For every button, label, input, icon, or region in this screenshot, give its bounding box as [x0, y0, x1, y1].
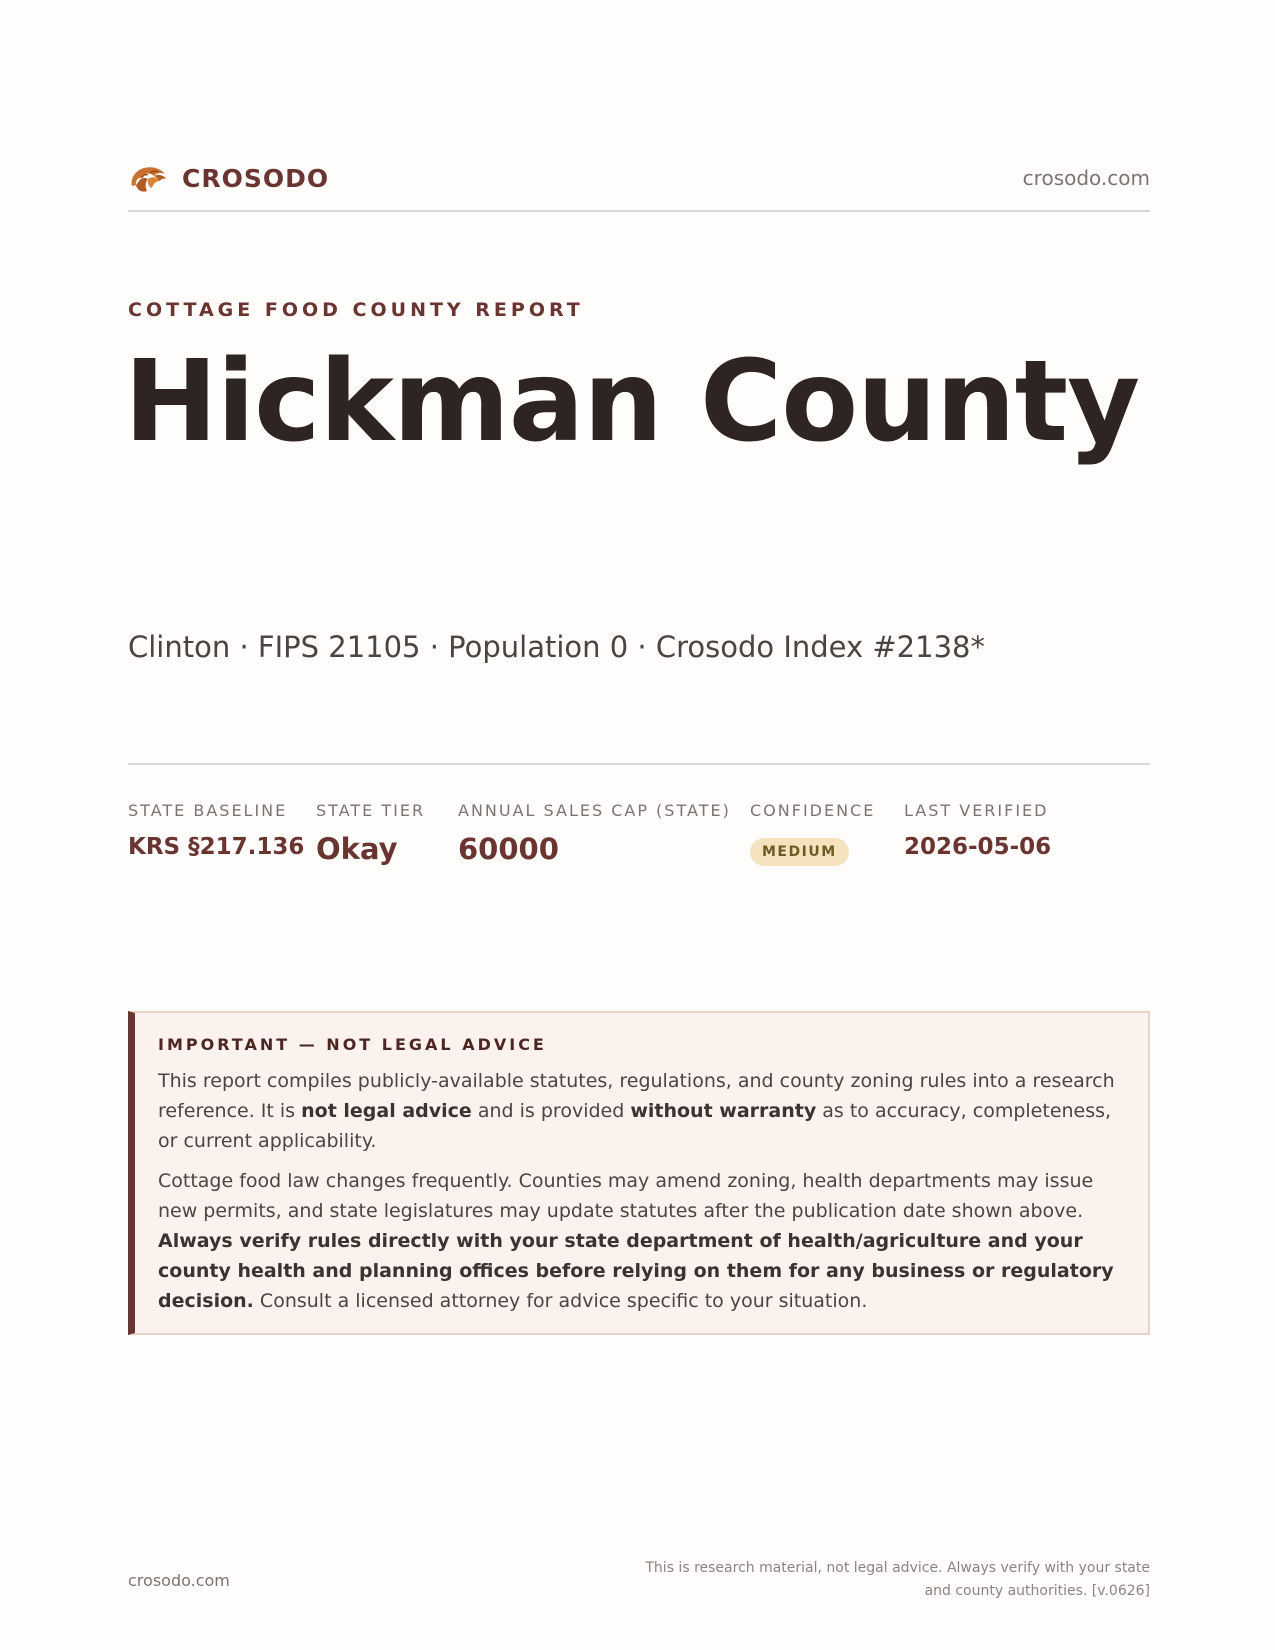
stat-label: LAST VERIFIED: [904, 801, 1049, 820]
footer-note-line-1: This is research material, not legal advice. Always verify with your state: [645, 1560, 1150, 1576]
brand[interactable]: [128, 160, 329, 196]
notice-text: Cottage food law changes frequently. Counties may amend zoning, health departments may issue new permits, and state legislatures may update statutes after the publication date shown above.: [158, 1170, 1094, 1222]
stat-value: KRS §217.136: [128, 834, 305, 860]
notice-paragraph-2: [158, 1166, 1122, 1316]
footer-site-url[interactable]: crosodo.com: [128, 1571, 230, 1590]
stat-value: 2026-05-06: [904, 834, 1052, 860]
notice-emphasis: not legal advice: [301, 1100, 472, 1122]
stat-last-verified: [904, 801, 1051, 860]
page-header: [128, 158, 1150, 212]
notice-text: Consult a licensed attorney for advice specific to your situation.: [253, 1290, 868, 1312]
stat-label: STATE TIER: [316, 801, 426, 820]
county-title: Hickman County: [124, 337, 1140, 467]
notice-emphasis: Always verify rules directly with your state department of health/agriculture and your county health and planning offices before relying on them for any business or regulatory decision.: [158, 1230, 1114, 1312]
header-site-url[interactable]: crosodo.com: [1022, 166, 1150, 190]
footer-disclaimer: [630, 1557, 1150, 1603]
stat-value: 60000: [458, 832, 559, 866]
stat-value: Okay: [316, 832, 398, 866]
croissant-icon: [128, 160, 168, 196]
stats-row: [128, 763, 1150, 883]
stat-confidence: [750, 801, 875, 866]
stat-label: STATE BASELINE: [128, 801, 288, 820]
brand-name: CROSODO: [182, 163, 330, 193]
notice-title: IMPORTANT — NOT LEGAL ADVICE: [158, 1035, 547, 1054]
stat-label: ANNUAL SALES CAP (STATE): [458, 801, 731, 820]
footer-note-line-2: and county authorities. [v.0626]: [924, 1583, 1150, 1599]
notice-text: This report compiles publicly-available statutes, regulations, and county zoning rules into a research reference. It is: [158, 1070, 1115, 1122]
confidence-badge: MEDIUM: [750, 838, 849, 866]
notice-text: as to accuracy, completeness, or current applicability.: [158, 1100, 1112, 1152]
county-meta-line: Clinton · FIPS 21105 · Population 0 · Crosodo Index #2138*: [128, 630, 985, 664]
stat-state-tier: [316, 801, 425, 866]
notice-text: and is provided: [471, 1100, 631, 1122]
report-eyebrow: COTTAGE FOOD COUNTY REPORT: [128, 299, 584, 321]
notice-emphasis: without warranty: [630, 1100, 817, 1122]
stat-state-baseline: [128, 801, 304, 860]
notice-paragraph-1: [158, 1066, 1122, 1156]
stat-annual-sales-cap: [458, 801, 731, 866]
legal-notice: [128, 1011, 1150, 1335]
stat-label: CONFIDENCE: [750, 801, 876, 820]
